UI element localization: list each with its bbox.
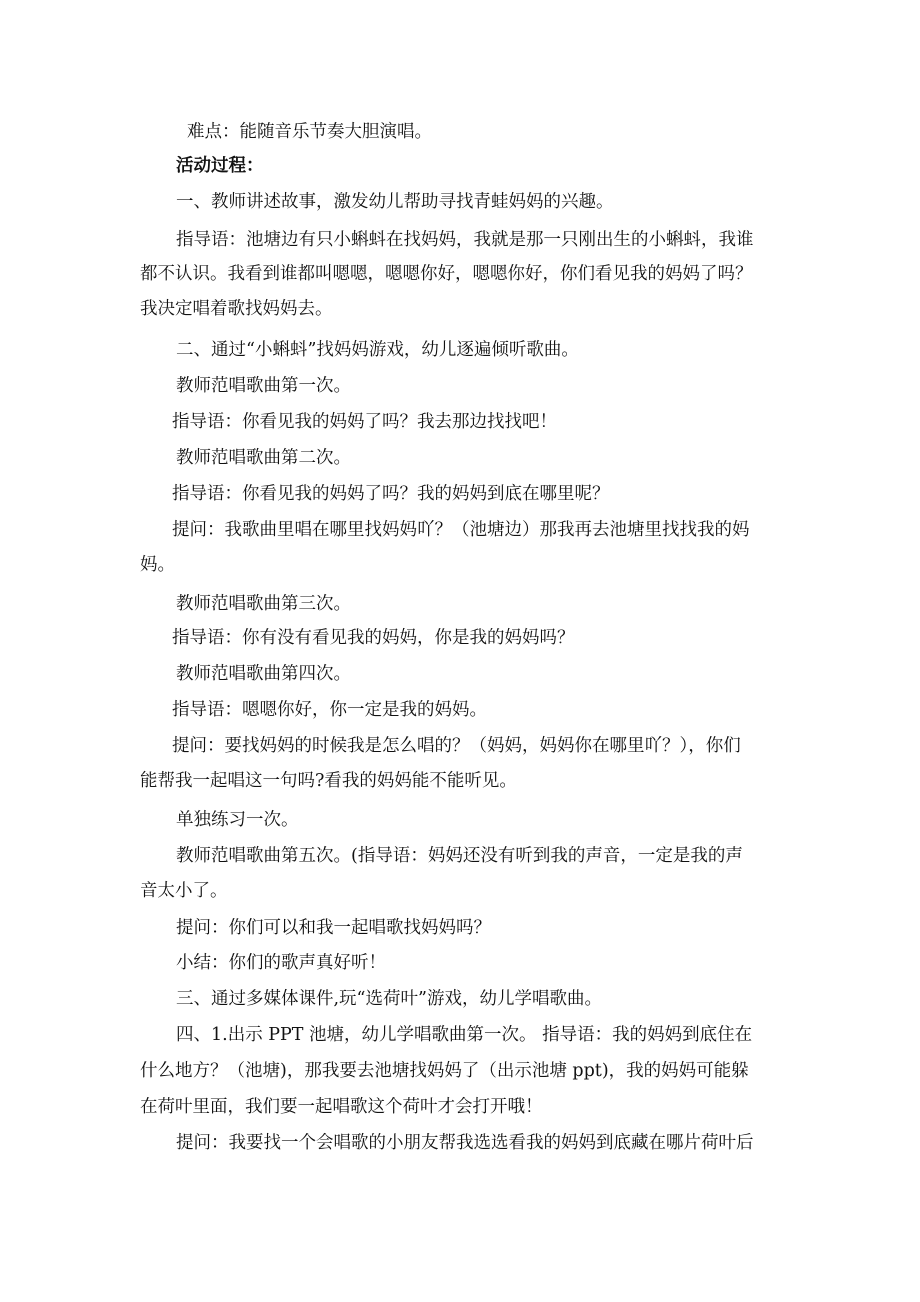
paragraph-line: 妈。 [140, 555, 175, 575]
paragraph-line: 音太小了。 [140, 881, 228, 901]
paragraph-line: 指导语：你看见我的妈妈了吗？我的妈妈到底在哪里呢？ [172, 484, 610, 504]
paragraph-line: 指导语：你看见我的妈妈了吗？我去那边找找吧！ [172, 412, 557, 432]
paragraph-line: 在荷叶里面，我们要一起唱歌这个荷叶才会打开哦！ [140, 1097, 543, 1117]
paragraph-line: 指导语：嗯嗯你好，你一定是我的妈妈。 [172, 700, 487, 720]
paragraph-line: 教师范唱歌曲第四次。 [176, 664, 351, 684]
paragraph-line: 提问：你们可以和我一起唱歌找妈妈吗？ [176, 918, 491, 938]
step-two-heading: 二、通过“小蝌蚪”找妈妈游戏，幼儿逐遍倾听歌曲。 [176, 340, 579, 360]
section-heading-activity-process: 活动过程： [176, 156, 264, 176]
paragraph-line: 指导语：池塘边有只小蝌蚪在找妈妈，我就是那一只刚出生的小蝌蚪，我谁 [176, 230, 754, 250]
paragraph-line: 教师范唱歌曲第三次。 [176, 594, 351, 614]
difficulty-line: 难点：能随音乐节奏大胆演唱。 [187, 122, 432, 142]
step-three-heading: 三、通过多媒体课件,玩“选荷叶”游戏，幼儿学唱歌曲。 [176, 989, 602, 1009]
paragraph-line: 教师范唱歌曲第二次。 [176, 448, 351, 468]
paragraph-line: 什么地方？（池塘)，那我要去池塘找妈妈了（出示池塘 ppt)，我的妈妈可能躲 [140, 1061, 749, 1081]
paragraph-line: 指导语：你有没有看见我的妈妈，你是我的妈妈吗？ [172, 628, 575, 648]
paragraph-line: 提问：我歌曲里唱在哪里找妈妈吖？（池塘边）那我再去池塘里找找我的妈 [172, 520, 750, 540]
paragraph-line: 小结：你们的歌声真好听！ [176, 953, 386, 973]
paragraph-line: 教师范唱歌曲第一次。 [176, 376, 351, 396]
paragraph-line: 提问：要找妈妈的时候我是怎么唱的？（妈妈，妈妈你在哪里吖？），你们 [172, 736, 741, 756]
paragraph-line: 我决定唱着歌找妈妈去。 [140, 299, 333, 319]
step-one-heading: 一、教师讲述故事，激发幼儿帮助寻找青蛙妈妈的兴趣。 [176, 192, 614, 212]
paragraph-line: 能帮我一起唱这一句吗?看我的妈妈能不能听见。 [140, 771, 517, 791]
paragraph-line: 单独练习一次。 [176, 810, 299, 830]
paragraph-line: 提问：我要找一个会唱歌的小朋友帮我选选看我的妈妈到底藏在哪片荷叶后 [176, 1133, 754, 1153]
step-four-heading: 四、1.出示 PPT 池塘，幼儿学唱歌曲第一次。 指导语：我的妈妈到底住在 [176, 1025, 753, 1045]
paragraph-line: 都不认识。我看到谁都叫嗯嗯，嗯嗯你好，嗯嗯你好，你们看见我的妈妈了吗？ [140, 264, 753, 284]
paragraph-line: 教师范唱歌曲第五次。(指导语：妈妈还没有听到我的声音，一定是我的声 [176, 846, 743, 866]
